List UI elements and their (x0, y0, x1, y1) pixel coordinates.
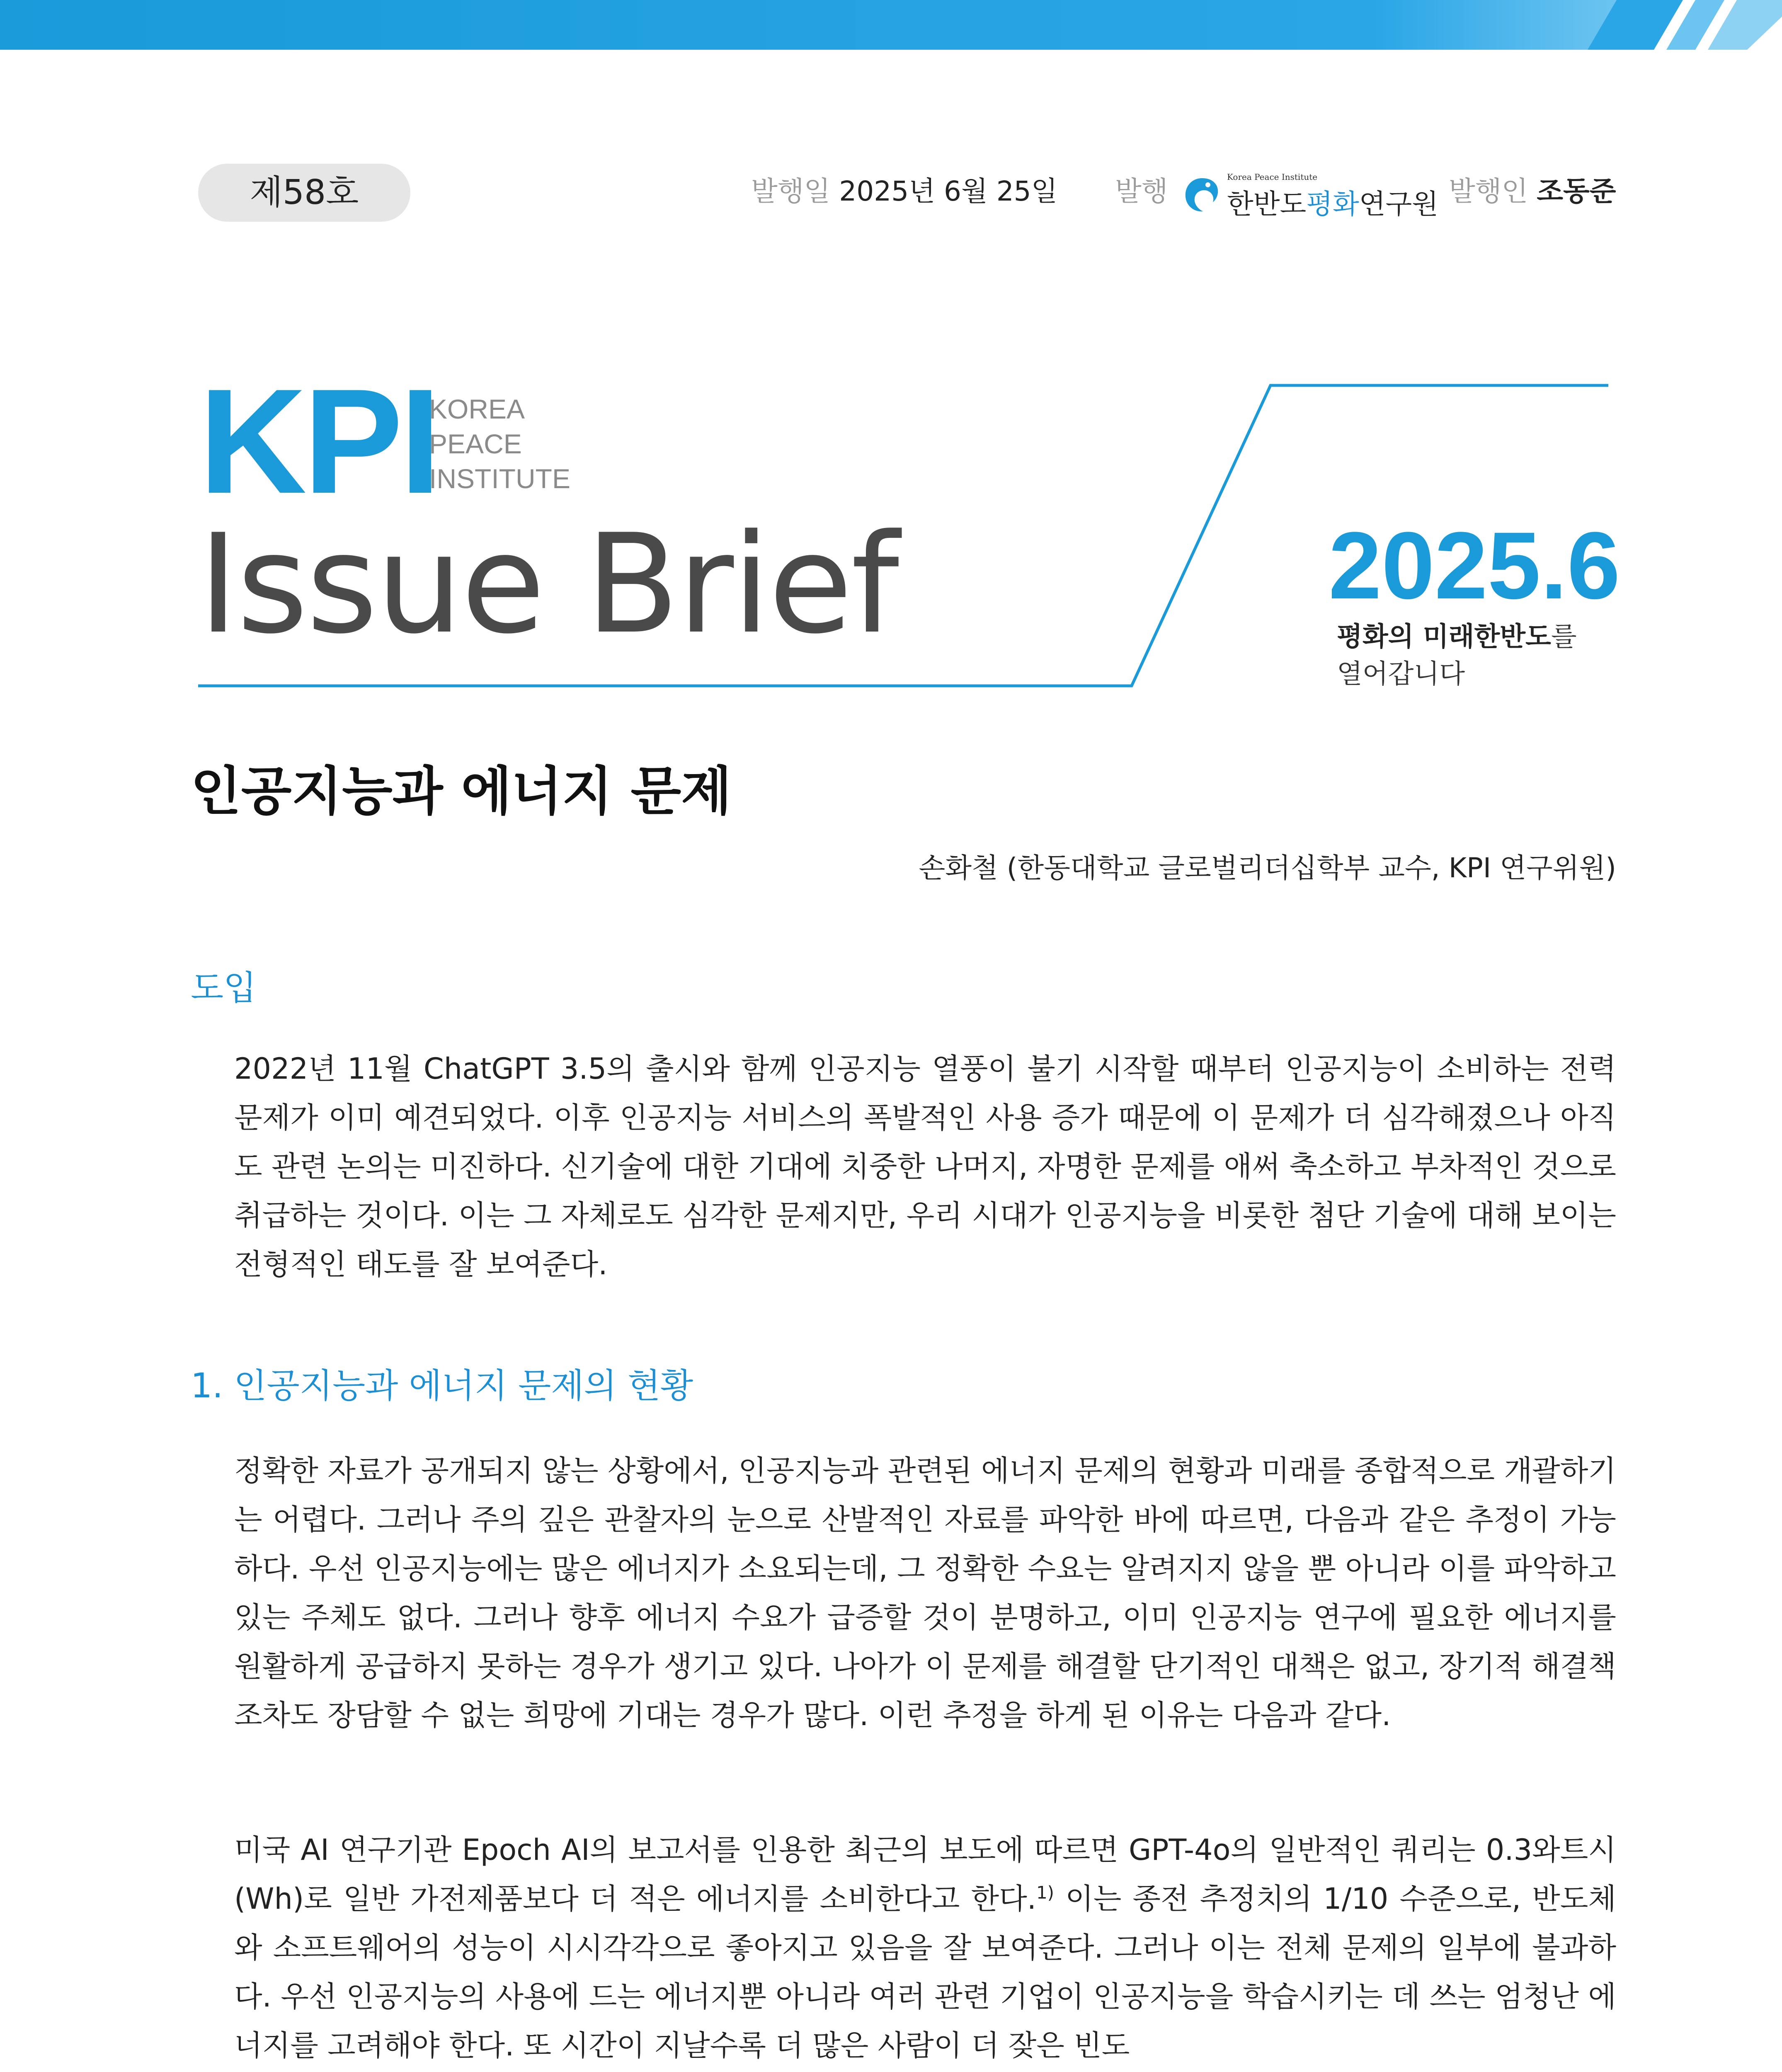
issue-brief-title: Issue Brief (198, 505, 898, 664)
publisher-name: 한반도평화연구원 (1227, 188, 1439, 220)
issuer-value: 조동준 (1537, 175, 1616, 207)
footnote-ref[interactable]: 1) (1036, 1882, 1055, 1903)
section-heading-intro: 도입 (191, 968, 257, 1008)
publisher-tiny-name: Korea Peace Institute (1227, 172, 1318, 182)
intro-paragraph: 2022년 11월 ChatGPT 3.5의 출시와 함께 인공지능 열풍이 불기 시작할 때부터 인공지능이 소비하는 전력 문제가 이미 예견되었다. 이후 인공지능 서비스의 폭발적인 사용 증가 때문에 이 문제가 더 심각해졌으나 아직도 관련 논의는 미진하다. 신기술에 대한 기대에 치중한 나머지, 자명한 문제를 애써 축소하고 부차적인 것으로 취급하는 것이다. 이는 그 자체로도 심각한 문제지만, 우리 시대가 인공지능을 비롯한 첨단 기술에 대해 보이는 전형적인 태도를 잘 보여준다. (234, 1052, 1616, 1281)
section-heading-1: 1. 인공지능과 에너지 문제의 현황 (191, 1366, 693, 1406)
slogan: 평화의 미래한반도를 열어갑니다 (1337, 622, 1577, 690)
article-author: 손화철 (한동대학교 글로벌리더십학부 교수, KPI 연구위원) (919, 852, 1616, 884)
section1-paragraph-2: 미국 AI 연구기관 Epoch AI의 보고서를 인용한 최근의 보도에 따르면 GPT-4o의 일반적인 쿼리는 0.3와트시(Wh)로 일반 가전제품보다 더 적은 에너지를 소비한다고 한다.$^{1)}$ 이는 종전 추정치의 1/10 수준으로, 반도체와 소프트웨어의 성능이 시시각각으로 좋아지고 있음을 잘 보여준다. 그러나 이는 전체 문제의 일부에 불과하다. 우선 인공지능의 사용에 드는 에너지뿐 아니라 여러 관련 기업이 인공지능을 학습시키는 데 쓰는 엄청난 에너지를 고려해야 한다. 또 시간이 지날수록 더 많은 사람이 더 잦은 빈도 (234, 1833, 1617, 2062)
kpi-logo-subtitle: KOREA PEACE INSTITUTE (429, 394, 570, 494)
section1-paragraph-1: 정확한 자료가 공개되지 않는 상황에서, 인공지능과 관련된 에너지 문제의 현황과 미래를 종합적으로 개괄하기는 어렵다. 그러나 주의 깊은 관찰자의 눈으로 산발적인 자료를 파악한 바에 따르면, 다음과 같은 추정이 가능하다. 우선 인공지능에는 많은 에너지가 소요되는데, 그 정확한 수요는 알려지지 않을 뿐 아니라 이를 파악하고 있는 주체도 없다. 그러나 향후 에너지 수요가 급증할 것이 분명하고, 이미 인공지능 연구에 필요한 에너지를 원활하게 공급하지 못하는 경우가 생기고 있다. 나아가 이 문제를 해결할 단기적인 대책은 없고, 장기적 해결책조차도 장담할 수 없는 희망에 기대는 경우가 많다. 이런 추정을 하게 된 이유는 다음과 같다. (234, 1454, 1616, 1732)
publish-date-value: 2025년 6월 25일 (839, 175, 1058, 207)
kpi-logo-text: KPI (199, 358, 438, 525)
issue-number-badge: 제58호 (198, 164, 410, 222)
issue-date-large: 2025.6 (1329, 512, 1620, 619)
article-title: 인공지능과 에너지 문제 (191, 761, 732, 822)
publisher-label: 발행 (1115, 175, 1168, 207)
issuer-label: 발행인 (1449, 175, 1528, 207)
publish-date-label: 발행일 (751, 175, 831, 207)
